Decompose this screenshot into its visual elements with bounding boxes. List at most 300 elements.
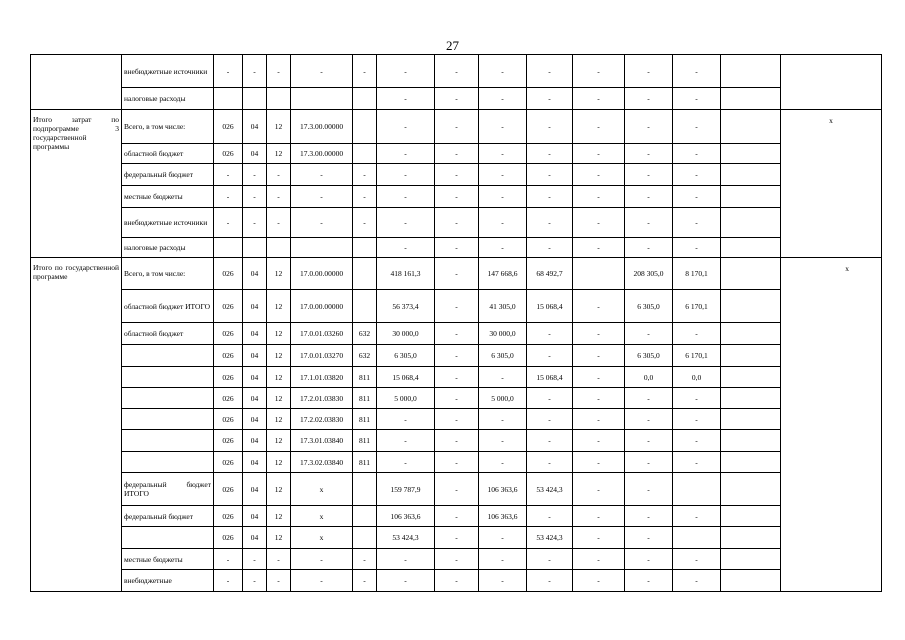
funding-source: местные бюджеты xyxy=(122,549,214,570)
code-csr-cell: x xyxy=(291,506,353,527)
code-csr-cell xyxy=(291,238,353,258)
blank-cell xyxy=(721,88,781,110)
total-cell: - xyxy=(377,55,435,88)
year-3-cell: - xyxy=(527,164,573,186)
year-2-cell: - xyxy=(479,367,527,388)
code-grbs-cell: - xyxy=(214,208,243,238)
year-3-cell: 15 068,4 xyxy=(527,367,573,388)
year-2-cell: - xyxy=(479,144,527,164)
year-3-cell: - xyxy=(527,55,573,88)
code-pr-cell: 12 xyxy=(267,144,291,164)
code-csr-cell: - xyxy=(291,164,353,186)
year-1-cell: - xyxy=(435,55,479,88)
code-vr-cell: 811 xyxy=(353,388,377,409)
table-row xyxy=(31,409,882,430)
code-vr-cell xyxy=(353,473,377,506)
code-rz-cell: 04 xyxy=(243,430,267,452)
code-pr-cell: 12 xyxy=(267,110,291,144)
code-rz-cell: 04 xyxy=(243,388,267,409)
blank-cell xyxy=(721,164,781,186)
funding-source: налоговые расходы xyxy=(122,238,214,258)
code-grbs-cell: 026 xyxy=(214,430,243,452)
code-vr-cell xyxy=(353,527,377,549)
code-rz-cell: - xyxy=(243,208,267,238)
code-vr-cell: 811 xyxy=(353,367,377,388)
funding-source: федеральный бюджет xyxy=(122,164,214,186)
year-1-cell: - xyxy=(435,345,479,367)
code-grbs-cell: 026 xyxy=(214,473,243,506)
summary-cell xyxy=(781,55,882,110)
year-5-cell: - xyxy=(625,208,673,238)
table-row xyxy=(31,110,882,144)
year-4-cell: - xyxy=(573,238,625,258)
year-1-cell: - xyxy=(435,110,479,144)
year-1-cell: - xyxy=(435,430,479,452)
blank-cell xyxy=(721,549,781,570)
total-cell: 6 305,0 xyxy=(377,345,435,367)
year-5-cell: - xyxy=(625,430,673,452)
blank-cell xyxy=(721,110,781,144)
year-2-cell: 6 305,0 xyxy=(479,345,527,367)
table-row xyxy=(31,55,882,88)
year-5-cell: - xyxy=(625,55,673,88)
year-1-cell: - xyxy=(435,88,479,110)
table-row xyxy=(31,506,882,527)
year-4-cell: - xyxy=(573,506,625,527)
code-csr-cell: - xyxy=(291,186,353,208)
year-5-cell: - xyxy=(625,144,673,164)
blank-cell xyxy=(721,345,781,367)
funding-source: Всего, в том числе: xyxy=(122,258,214,290)
year-6-cell: - xyxy=(673,110,721,144)
year-3-cell: - xyxy=(527,323,573,345)
year-1-cell: - xyxy=(435,388,479,409)
year-4-cell: - xyxy=(573,208,625,238)
table-row xyxy=(31,290,882,323)
code-vr-cell xyxy=(353,110,377,144)
year-6-cell: - xyxy=(673,388,721,409)
table-row xyxy=(31,88,882,110)
code-pr-cell: - xyxy=(267,549,291,570)
funding-source: внебюджетные xyxy=(122,570,214,592)
blank-cell xyxy=(721,186,781,208)
code-rz-cell: - xyxy=(243,549,267,570)
code-pr-cell: 12 xyxy=(267,258,291,290)
section-name: Итого затрат по подпрограмме 3 государственной программы xyxy=(31,110,122,258)
year-2-cell: - xyxy=(479,238,527,258)
table-row xyxy=(31,345,882,367)
code-grbs-cell: - xyxy=(214,570,243,592)
funding-source: областной бюджет ИТОГО xyxy=(122,290,214,323)
year-6-cell: - xyxy=(673,549,721,570)
blank-cell xyxy=(721,208,781,238)
year-2-cell: - xyxy=(479,164,527,186)
code-csr-cell: x xyxy=(291,473,353,506)
year-6-cell: - xyxy=(673,409,721,430)
funding-source: федеральный бюджет xyxy=(122,506,214,527)
year-4-cell: - xyxy=(573,186,625,208)
year-5-cell: - xyxy=(625,164,673,186)
year-2-cell: - xyxy=(479,527,527,549)
code-grbs-cell: 026 xyxy=(214,345,243,367)
total-cell: - xyxy=(377,110,435,144)
year-2-cell: - xyxy=(479,452,527,473)
year-4-cell: - xyxy=(573,144,625,164)
code-rz-cell: 04 xyxy=(243,144,267,164)
total-cell: - xyxy=(377,208,435,238)
year-2-cell: - xyxy=(479,186,527,208)
code-grbs-cell xyxy=(214,88,243,110)
code-vr-cell xyxy=(353,144,377,164)
total-cell: 53 424,3 xyxy=(377,527,435,549)
blank-cell xyxy=(721,409,781,430)
code-rz-cell: 04 xyxy=(243,527,267,549)
total-cell: 418 161,3 xyxy=(377,258,435,290)
table-row xyxy=(31,164,882,186)
code-vr-cell: - xyxy=(353,164,377,186)
table-row xyxy=(31,367,882,388)
blank-cell xyxy=(721,367,781,388)
page-number: 27 xyxy=(446,38,459,53)
year-3-cell: - xyxy=(527,88,573,110)
code-grbs-cell: 026 xyxy=(214,110,243,144)
total-cell: 5 000,0 xyxy=(377,388,435,409)
code-pr-cell: - xyxy=(267,186,291,208)
code-rz-cell: - xyxy=(243,186,267,208)
year-1-cell: - xyxy=(435,238,479,258)
code-vr-cell: - xyxy=(353,570,377,592)
code-csr-cell: 17.3.00.00000 xyxy=(291,110,353,144)
year-1-cell: - xyxy=(435,506,479,527)
year-2-cell: - xyxy=(479,110,527,144)
total-cell: - xyxy=(377,144,435,164)
blank-cell xyxy=(721,452,781,473)
code-pr-cell: 12 xyxy=(267,290,291,323)
year-3-cell: - xyxy=(527,144,573,164)
year-5-cell: - xyxy=(625,323,673,345)
year-3-cell: - xyxy=(527,110,573,144)
summary-cell xyxy=(781,110,882,258)
code-rz-cell: 04 xyxy=(243,290,267,323)
year-5-cell: - xyxy=(625,388,673,409)
year-1-cell: - xyxy=(435,549,479,570)
total-cell: - xyxy=(377,570,435,592)
year-1-cell: - xyxy=(435,258,479,290)
total-cell: 15 068,4 xyxy=(377,367,435,388)
table-row xyxy=(31,258,882,290)
year-1-cell: - xyxy=(435,367,479,388)
code-pr-cell xyxy=(267,238,291,258)
code-csr-cell: 17.0.00.00000 xyxy=(291,258,353,290)
code-vr-cell: 632 xyxy=(353,345,377,367)
blank-cell xyxy=(721,290,781,323)
code-csr-cell: 17.3.01.03840 xyxy=(291,430,353,452)
total-cell: - xyxy=(377,549,435,570)
year-4-cell: - xyxy=(573,88,625,110)
year-2-cell: 106 363,6 xyxy=(479,506,527,527)
year-3-cell: - xyxy=(527,345,573,367)
funding-source: внебюджетные источники xyxy=(122,208,214,238)
code-rz-cell: 04 xyxy=(243,258,267,290)
year-4-cell: - xyxy=(573,430,625,452)
code-rz-cell: 04 xyxy=(243,110,267,144)
year-3-cell: 53 424,3 xyxy=(527,473,573,506)
code-csr-cell: - xyxy=(291,55,353,88)
budget-table xyxy=(30,54,882,592)
code-grbs-cell: 026 xyxy=(214,258,243,290)
table-row xyxy=(31,570,882,592)
year-1-cell: - xyxy=(435,144,479,164)
year-3-cell: 68 492,7 xyxy=(527,258,573,290)
year-5-cell: - xyxy=(625,570,673,592)
year-3-cell: - xyxy=(527,430,573,452)
code-rz-cell: 04 xyxy=(243,452,267,473)
code-vr-cell: 632 xyxy=(353,323,377,345)
table-row xyxy=(31,473,882,506)
year-6-cell: - xyxy=(673,430,721,452)
year-4-cell: - xyxy=(573,409,625,430)
code-csr-cell xyxy=(291,88,353,110)
year-4-cell: - xyxy=(573,473,625,506)
code-grbs-cell: 026 xyxy=(214,367,243,388)
total-cell: 30 000,0 xyxy=(377,323,435,345)
code-grbs-cell: 026 xyxy=(214,452,243,473)
code-rz-cell: - xyxy=(243,164,267,186)
code-pr-cell: - xyxy=(267,164,291,186)
funding-source: областной бюджет xyxy=(122,323,214,345)
year-4-cell: - xyxy=(573,527,625,549)
code-rz-cell: - xyxy=(243,55,267,88)
year-6-cell: - xyxy=(673,506,721,527)
year-1-cell: - xyxy=(435,473,479,506)
code-vr-cell xyxy=(353,290,377,323)
funding-source: налоговые расходы xyxy=(122,88,214,110)
year-2-cell: - xyxy=(479,208,527,238)
year-4-cell: - xyxy=(573,110,625,144)
code-vr-cell: 811 xyxy=(353,430,377,452)
year-5-cell: - xyxy=(625,238,673,258)
code-rz-cell: 04 xyxy=(243,506,267,527)
code-pr-cell: - xyxy=(267,208,291,238)
table-row xyxy=(31,238,882,258)
code-grbs-cell: 026 xyxy=(214,388,243,409)
funding-source: федеральный бюджет ИТОГО xyxy=(122,473,214,506)
code-vr-cell: - xyxy=(353,55,377,88)
code-pr-cell: 12 xyxy=(267,388,291,409)
code-pr-cell xyxy=(267,88,291,110)
total-cell: - xyxy=(377,430,435,452)
year-2-cell: - xyxy=(479,570,527,592)
total-cell: - xyxy=(377,88,435,110)
year-2-cell: 106 363,6 xyxy=(479,473,527,506)
section-name: Итого по государственной программе xyxy=(31,258,122,592)
year-3-cell: - xyxy=(527,208,573,238)
code-rz-cell: 04 xyxy=(243,473,267,506)
total-cell: - xyxy=(377,409,435,430)
funding-source xyxy=(122,430,214,452)
year-3-cell: - xyxy=(527,549,573,570)
code-grbs-cell: 026 xyxy=(214,290,243,323)
code-vr-cell: 811 xyxy=(353,452,377,473)
year-1-cell: - xyxy=(435,409,479,430)
summary-mark: x xyxy=(845,264,849,273)
code-csr-cell: - xyxy=(291,208,353,238)
year-5-cell: - xyxy=(625,473,673,506)
year-5-cell: - xyxy=(625,506,673,527)
year-4-cell: - xyxy=(573,388,625,409)
summary-mark: x xyxy=(829,116,833,125)
blank-cell xyxy=(721,473,781,506)
year-4-cell xyxy=(573,258,625,290)
year-5-cell: - xyxy=(625,110,673,144)
blank-cell xyxy=(721,570,781,592)
summary-cell xyxy=(781,258,882,592)
code-grbs-cell: 026 xyxy=(214,323,243,345)
code-grbs-cell: - xyxy=(214,186,243,208)
table-row xyxy=(31,430,882,452)
table-row xyxy=(31,549,882,570)
year-4-cell: - xyxy=(573,164,625,186)
table-row xyxy=(31,208,882,238)
blank-cell xyxy=(721,527,781,549)
code-csr-cell: 17.2.02.03830 xyxy=(291,409,353,430)
year-1-cell: - xyxy=(435,570,479,592)
year-6-cell: - xyxy=(673,55,721,88)
total-cell: - xyxy=(377,186,435,208)
code-pr-cell: 12 xyxy=(267,452,291,473)
year-2-cell: 147 668,6 xyxy=(479,258,527,290)
code-grbs-cell: 026 xyxy=(214,144,243,164)
year-2-cell: 5 000,0 xyxy=(479,388,527,409)
year-5-cell: - xyxy=(625,549,673,570)
code-rz-cell xyxy=(243,238,267,258)
year-1-cell: - xyxy=(435,186,479,208)
funding-source xyxy=(122,452,214,473)
code-vr-cell xyxy=(353,506,377,527)
year-2-cell: - xyxy=(479,88,527,110)
total-cell: 159 787,9 xyxy=(377,473,435,506)
year-5-cell: - xyxy=(625,88,673,110)
year-2-cell: 30 000,0 xyxy=(479,323,527,345)
year-6-cell: 6 170,1 xyxy=(673,345,721,367)
table-row xyxy=(31,144,882,164)
year-3-cell: 53 424,3 xyxy=(527,527,573,549)
code-rz-cell: - xyxy=(243,570,267,592)
year-6-cell: - xyxy=(673,208,721,238)
year-3-cell: - xyxy=(527,570,573,592)
year-5-cell: 208 305,0 xyxy=(625,258,673,290)
year-2-cell: - xyxy=(479,549,527,570)
year-2-cell: - xyxy=(479,430,527,452)
year-5-cell: 6 305,0 xyxy=(625,290,673,323)
year-3-cell: - xyxy=(527,388,573,409)
funding-source: областной бюджет xyxy=(122,144,214,164)
table-row xyxy=(31,452,882,473)
code-rz-cell xyxy=(243,88,267,110)
total-cell: 56 373,4 xyxy=(377,290,435,323)
code-pr-cell: 12 xyxy=(267,345,291,367)
year-3-cell: - xyxy=(527,186,573,208)
funding-source: Всего, в том числе: xyxy=(122,110,214,144)
code-vr-cell: - xyxy=(353,549,377,570)
funding-source xyxy=(122,345,214,367)
code-vr-cell: - xyxy=(353,186,377,208)
blank-cell xyxy=(721,55,781,88)
blank-cell xyxy=(721,430,781,452)
year-4-cell: - xyxy=(573,452,625,473)
code-pr-cell: - xyxy=(267,570,291,592)
year-1-cell: - xyxy=(435,208,479,238)
year-5-cell: - xyxy=(625,186,673,208)
budget-table-body xyxy=(31,55,882,592)
code-csr-cell: 17.0.01.03270 xyxy=(291,345,353,367)
code-vr-cell: 811 xyxy=(353,409,377,430)
section-name xyxy=(31,55,122,110)
total-cell: - xyxy=(377,452,435,473)
code-csr-cell: - xyxy=(291,570,353,592)
year-4-cell: - xyxy=(573,323,625,345)
code-pr-cell: - xyxy=(267,55,291,88)
code-vr-cell xyxy=(353,258,377,290)
year-6-cell: - xyxy=(673,88,721,110)
code-csr-cell: 17.3.00.00000 xyxy=(291,144,353,164)
year-4-cell: - xyxy=(573,549,625,570)
blank-cell xyxy=(721,144,781,164)
year-5-cell: - xyxy=(625,409,673,430)
year-4-cell: - xyxy=(573,290,625,323)
total-cell: 106 363,6 xyxy=(377,506,435,527)
year-5-cell: - xyxy=(625,527,673,549)
blank-cell xyxy=(721,238,781,258)
code-grbs-cell: 026 xyxy=(214,506,243,527)
year-1-cell: - xyxy=(435,164,479,186)
code-csr-cell: x xyxy=(291,527,353,549)
code-csr-cell: - xyxy=(291,549,353,570)
year-6-cell: - xyxy=(673,144,721,164)
code-grbs-cell xyxy=(214,238,243,258)
year-5-cell: 6 305,0 xyxy=(625,345,673,367)
total-cell: - xyxy=(377,238,435,258)
funding-source: внебюджетные источники xyxy=(122,55,214,88)
code-pr-cell: 12 xyxy=(267,473,291,506)
year-6-cell: - xyxy=(673,323,721,345)
code-rz-cell: 04 xyxy=(243,367,267,388)
code-vr-cell xyxy=(353,238,377,258)
year-1-cell: - xyxy=(435,452,479,473)
year-4-cell: - xyxy=(573,55,625,88)
year-6-cell: - xyxy=(673,238,721,258)
year-6-cell xyxy=(673,473,721,506)
code-pr-cell: 12 xyxy=(267,506,291,527)
year-2-cell: - xyxy=(479,409,527,430)
blank-cell xyxy=(721,258,781,290)
table-row xyxy=(31,388,882,409)
year-1-cell: - xyxy=(435,527,479,549)
code-csr-cell: 17.2.01.03830 xyxy=(291,388,353,409)
year-6-cell: - xyxy=(673,164,721,186)
year-3-cell: - xyxy=(527,506,573,527)
year-3-cell: - xyxy=(527,409,573,430)
year-3-cell: - xyxy=(527,452,573,473)
year-6-cell: - xyxy=(673,452,721,473)
code-rz-cell: 04 xyxy=(243,323,267,345)
code-grbs-cell: - xyxy=(214,55,243,88)
code-rz-cell: 04 xyxy=(243,409,267,430)
blank-cell xyxy=(721,388,781,409)
code-vr-cell: - xyxy=(353,208,377,238)
code-pr-cell: 12 xyxy=(267,367,291,388)
code-grbs-cell: 026 xyxy=(214,409,243,430)
